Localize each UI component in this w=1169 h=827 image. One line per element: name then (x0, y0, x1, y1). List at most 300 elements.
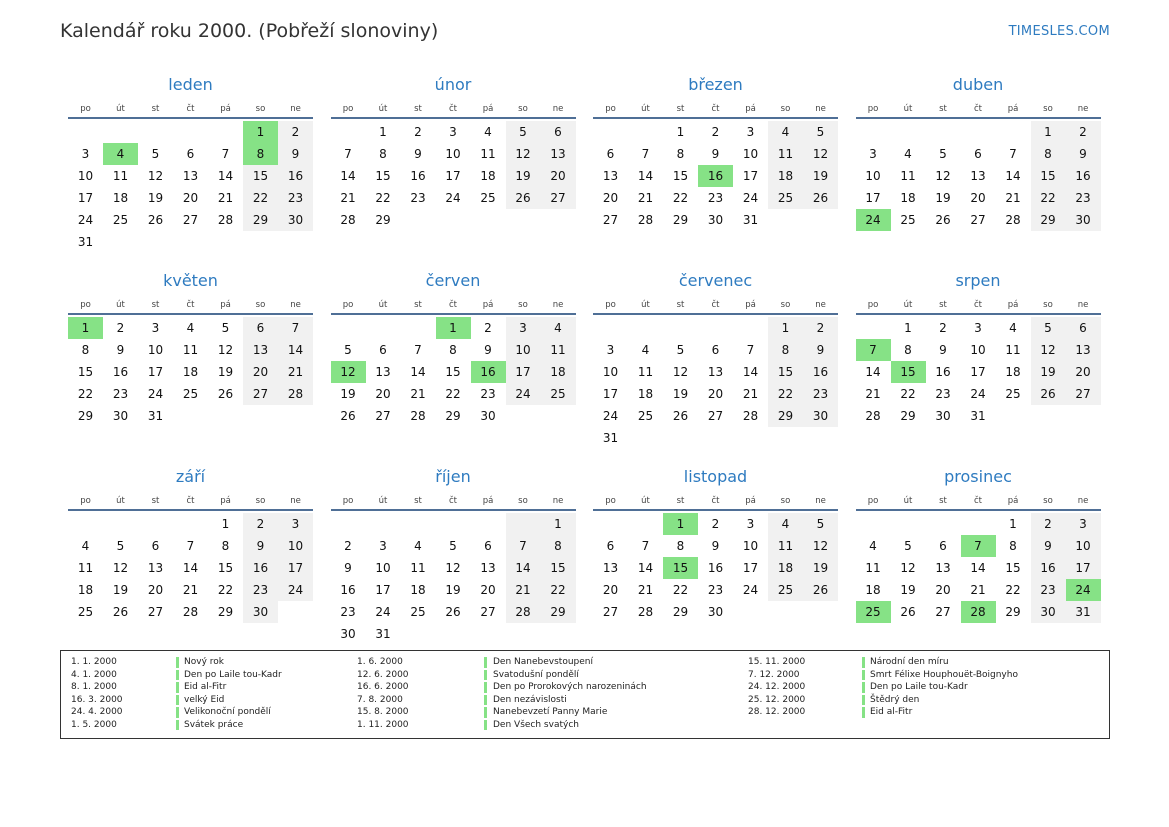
legend-holiday-name: Štědrý den (870, 694, 920, 705)
legend-holiday-name: Den Nanebevstoupení (493, 657, 593, 667)
day-cell: 13 (602, 169, 619, 183)
holiday-color-marker (862, 670, 865, 681)
weekday-label: ne (1077, 496, 1089, 506)
legend-date: 28. 12. 2000 (748, 707, 806, 717)
day-cell: 9 (278, 143, 313, 165)
empty-day-cell (401, 623, 436, 645)
day-cell: 15 (77, 365, 94, 379)
day-cell: 3 (869, 147, 877, 161)
day-cell: 5 (1031, 317, 1066, 339)
weekday-label: po (605, 496, 616, 506)
day-cell: 29 (375, 213, 391, 227)
day-cell: 24 (147, 387, 164, 401)
day-cell: 21 (865, 387, 881, 401)
empty-day-cell (891, 513, 926, 535)
day-cell: 13 (375, 365, 391, 379)
legend-date: 7. 12. 2000 (748, 669, 800, 680)
day-cell: 11 (480, 147, 496, 161)
day-cell: 18 (410, 583, 426, 597)
holiday-color-marker (862, 695, 865, 706)
empty-day-cell (506, 513, 541, 535)
day-cell: 6 (186, 147, 195, 161)
day-cell: 6 (379, 343, 387, 357)
weekday-label: po (867, 496, 879, 506)
day-cell: 4 (904, 147, 912, 161)
weekday-label: ne (815, 300, 826, 310)
day-cell: 3 (606, 343, 615, 357)
day-cell: 27 (707, 409, 724, 423)
day-cell: 3 (506, 317, 541, 339)
empty-day-cell (138, 513, 173, 535)
day-cell: 20 (243, 361, 278, 383)
weekday-label: pá (1007, 300, 1019, 310)
empty-day-cell (856, 513, 891, 535)
day-cell: 10 (602, 365, 619, 379)
day-cell: 24 (742, 583, 759, 597)
day-cell: 4 (541, 317, 576, 339)
weekday-label: po (867, 104, 879, 114)
day-cell: 2 (278, 121, 313, 143)
empty-day-cell (803, 209, 838, 231)
empty-day-cell (891, 121, 926, 143)
day-cell: 15 (541, 557, 576, 579)
weekday-label: so (780, 104, 791, 114)
weekday-label: ne (552, 496, 564, 506)
day-cell: 30 (340, 627, 356, 641)
day-cell: 1 (904, 321, 912, 335)
empty-day-cell (68, 121, 103, 143)
day-cell: 21 (506, 579, 541, 601)
weekday-header (856, 492, 1101, 511)
empty-day-cell (278, 405, 313, 427)
holiday-color-marker (176, 682, 179, 693)
empty-day-cell (593, 121, 628, 143)
day-cell: 1 (221, 517, 230, 531)
day-cell: 22 (77, 387, 94, 401)
day-cell: 26 (803, 579, 838, 601)
day-cell: 26 (803, 187, 838, 209)
weekday-label: po (80, 104, 91, 114)
day-cell: 28 (217, 213, 234, 227)
day-cell: 2 (803, 317, 838, 339)
weekday-label: pá (1007, 104, 1019, 114)
day-cell: 13 (243, 339, 278, 361)
day-cell: 7 (278, 317, 313, 339)
day-cell: 9 (243, 535, 278, 557)
day-cell: 22 (445, 387, 461, 401)
legend-row (748, 656, 1128, 669)
day-cell: 17 (1066, 557, 1101, 579)
weekday-label: út (903, 104, 913, 114)
day-cell: 22 (672, 191, 689, 205)
day-cell: 19 (900, 583, 916, 597)
day-cell: 23 (1031, 579, 1066, 601)
empty-day-cell (961, 121, 996, 143)
weekday-label: so (518, 496, 528, 506)
day-cell: 24 (77, 213, 94, 227)
day-cell: 11 (182, 343, 199, 357)
legend-date: 1. 1. 2000 (71, 657, 117, 667)
day-cell: 19 (803, 557, 838, 579)
day-cell: 28 (637, 605, 654, 619)
day-cell: 15 (768, 361, 803, 383)
weekday-label: so (255, 104, 266, 114)
legend-holiday-name: Národní den míru (870, 657, 949, 667)
day-cell: 24 (970, 387, 986, 401)
weekday-label: so (255, 496, 266, 506)
day-cell: 18 (865, 583, 881, 597)
weekday-label: po (80, 496, 91, 506)
weekday-label: ne (552, 104, 564, 114)
weekday-label: út (641, 300, 650, 310)
day-cell: 1 (541, 513, 576, 535)
day-cell: 4 (641, 343, 650, 357)
day-cell: 3 (746, 517, 755, 531)
day-cell: 5 (344, 343, 352, 357)
weekday-label: st (676, 104, 685, 114)
empty-day-cell (68, 513, 103, 535)
day-cell: 6 (939, 539, 947, 553)
weekday-label: po (342, 496, 354, 506)
day-cell: 25 (480, 191, 496, 205)
day-cell: 11 (77, 561, 94, 575)
day-cell: 10 (742, 147, 759, 161)
day-cell: 29 (1005, 605, 1021, 619)
day-cell: 8 (676, 147, 685, 161)
day-cell: 3 (379, 539, 387, 553)
legend-holiday-name: Svátek práce (184, 719, 244, 730)
day-cell: 29 (445, 409, 461, 423)
month-1 (331, 74, 576, 268)
day-cell: 6 (151, 539, 160, 553)
day-cell: 25 (182, 387, 199, 401)
day-cell: 18 (182, 365, 199, 379)
day-cell: 27 (970, 213, 986, 227)
empty-day-cell (996, 121, 1031, 143)
day-cell: 8 (768, 339, 803, 361)
weekday-header (331, 296, 576, 315)
day-cell: 4 (869, 539, 877, 553)
weekday-label: út (116, 300, 125, 310)
day-cell: 21 (1005, 191, 1021, 205)
weekday-label: po (867, 300, 879, 310)
day-cell: 23 (1066, 187, 1101, 209)
empty-day-cell (471, 209, 506, 231)
day-cell: 29 (243, 209, 278, 231)
weekday-label: st (939, 496, 947, 506)
day-cell: 22 (1005, 583, 1021, 597)
empty-day-cell (733, 601, 768, 623)
day-cell: 14 (1005, 169, 1021, 183)
weekday-label: so (780, 300, 791, 310)
weekday-label: čt (448, 104, 457, 114)
day-cell: 13 (935, 561, 951, 575)
weekday-label: čt (186, 300, 195, 310)
empty-day-cell (506, 209, 541, 231)
day-cell: 5 (939, 147, 947, 161)
day-cell: 18 (480, 169, 496, 183)
empty-day-cell (103, 513, 138, 535)
day-cell: 2 (414, 125, 422, 139)
day-cell: 13 (1066, 339, 1101, 361)
day-cell: 5 (803, 513, 838, 535)
weekday-label: út (903, 300, 913, 310)
month-name: leden (168, 75, 213, 94)
empty-day-cell (541, 405, 576, 427)
empty-day-cell (856, 317, 891, 339)
day-cell: 29 (541, 601, 576, 623)
day-cell: 16 (278, 165, 313, 187)
holiday-color-marker (484, 657, 487, 668)
month-8 (68, 466, 313, 660)
day-cell: 4 (768, 513, 803, 535)
day-cell: 15 (1005, 561, 1021, 575)
weekday-label: pá (482, 104, 494, 114)
day-cell: 31 (602, 431, 619, 445)
holiday-day-cell: 1 (243, 121, 278, 143)
empty-day-cell (926, 513, 961, 535)
day-cell: 12 (217, 343, 234, 357)
day-cell: 30 (707, 605, 724, 619)
day-cell: 17 (375, 583, 391, 597)
empty-day-cell (401, 317, 436, 339)
weekday-label: pá (220, 496, 231, 506)
day-cell: 17 (445, 169, 461, 183)
day-cell: 5 (449, 539, 457, 553)
day-cell: 17 (147, 365, 164, 379)
day-cell: 31 (1066, 601, 1101, 623)
legend-holiday-name: Nanebevzetí Panny Marie (493, 707, 608, 717)
day-cell: 26 (112, 605, 129, 619)
legend-row (357, 719, 737, 732)
day-cell: 7 (414, 343, 422, 357)
day-cell: 8 (379, 147, 387, 161)
weekday-label: ne (1077, 104, 1089, 114)
day-cell: 25 (77, 605, 94, 619)
day-cell: 4 (484, 125, 492, 139)
day-cell: 20 (375, 387, 391, 401)
month-5 (331, 270, 576, 464)
day-cell: 15 (243, 165, 278, 187)
weekday-label: út (641, 496, 650, 506)
day-cell: 3 (746, 125, 755, 139)
day-cell: 6 (606, 147, 615, 161)
day-cell: 10 (445, 147, 461, 161)
holiday-color-marker (176, 695, 179, 706)
day-cell: 4 (1009, 321, 1017, 335)
day-cell: 2 (484, 321, 492, 335)
weekday-label: čt (186, 104, 195, 114)
day-cell: 3 (1066, 513, 1101, 535)
legend-date: 12. 6. 2000 (357, 669, 409, 680)
legend-row (357, 681, 737, 694)
day-grid (331, 121, 576, 231)
day-cell: 29 (672, 605, 689, 619)
month-4 (68, 270, 313, 464)
day-cell: 5 (803, 121, 838, 143)
day-cell: 25 (410, 605, 426, 619)
day-cell: 20 (707, 387, 724, 401)
holiday-color-marker (862, 682, 865, 693)
day-cell: 6 (974, 147, 982, 161)
holiday-day-cell: 15 (891, 361, 926, 383)
empty-day-cell (138, 121, 173, 143)
month-2 (593, 74, 838, 268)
day-cell: 17 (77, 191, 94, 205)
empty-day-cell (926, 121, 961, 143)
legend-holiday-name: Den Všech svatých (493, 719, 579, 730)
day-cell: 10 (278, 535, 313, 557)
day-cell: 6 (243, 317, 278, 339)
weekday-label: po (342, 300, 354, 310)
day-cell: 22 (672, 583, 689, 597)
weekday-label: st (939, 104, 947, 114)
legend-row (748, 694, 1128, 707)
weekday-label: út (378, 300, 388, 310)
day-cell: 29 (1031, 209, 1066, 231)
day-cell: 8 (541, 535, 576, 557)
holiday-color-marker (484, 682, 487, 693)
legend-row (357, 656, 737, 669)
day-grid (331, 317, 576, 427)
day-grid (593, 121, 838, 231)
holiday-legend (60, 650, 1110, 739)
weekday-header (68, 492, 313, 511)
day-cell: 5 (904, 539, 912, 553)
day-cell: 6 (711, 343, 720, 357)
legend-date: 7. 8. 2000 (357, 694, 403, 705)
holiday-day-cell: 16 (698, 165, 733, 187)
day-cell: 17 (506, 361, 541, 383)
day-cell: 15 (445, 365, 461, 379)
month-name: listopad (683, 467, 748, 486)
legend-holiday-name: Smrt Félixe Houphouët-Boignyho (870, 669, 1018, 680)
day-cell: 27 (541, 187, 576, 209)
day-cell: 10 (147, 343, 164, 357)
legend-date: 25. 12. 2000 (748, 694, 806, 705)
day-cell: 6 (541, 121, 576, 143)
day-cell: 16 (112, 365, 129, 379)
day-cell: 24 (602, 409, 619, 423)
weekday-label: út (378, 496, 388, 506)
weekday-label: čt (711, 104, 720, 114)
day-cell: 17 (865, 191, 881, 205)
day-cell: 30 (1066, 209, 1101, 231)
holiday-day-cell: 1 (68, 317, 103, 339)
weekday-label: čt (973, 496, 982, 506)
empty-day-cell (541, 209, 576, 231)
day-grid (593, 317, 838, 449)
day-cell: 6 (1066, 317, 1101, 339)
day-cell: 26 (340, 409, 356, 423)
day-cell: 23 (707, 191, 724, 205)
day-cell: 17 (602, 387, 619, 401)
empty-day-cell (103, 121, 138, 143)
empty-day-cell (856, 121, 891, 143)
day-cell: 26 (217, 387, 234, 401)
day-cell: 27 (375, 409, 391, 423)
day-cell: 23 (410, 191, 426, 205)
month-grid (68, 74, 1102, 644)
month-name: květen (163, 271, 218, 290)
day-cell: 9 (1031, 535, 1066, 557)
day-cell: 14 (742, 365, 759, 379)
day-cell: 14 (217, 169, 234, 183)
weekday-label: so (518, 300, 528, 310)
month-name: srpen (955, 271, 1001, 290)
holiday-color-marker (176, 657, 179, 668)
empty-day-cell (173, 121, 208, 143)
weekday-label: so (780, 496, 791, 506)
day-cell: 12 (506, 143, 541, 165)
day-cell: 27 (935, 605, 951, 619)
day-cell: 21 (182, 583, 199, 597)
day-cell: 28 (742, 409, 759, 423)
holiday-color-marker (484, 720, 487, 731)
month-name: prosinec (944, 467, 1012, 486)
weekday-label: út (641, 104, 650, 114)
month-name: září (175, 467, 206, 486)
weekday-label: ne (1077, 300, 1089, 310)
empty-day-cell (243, 231, 278, 253)
day-cell: 10 (375, 561, 391, 575)
day-cell: 11 (541, 339, 576, 361)
day-cell: 21 (340, 191, 356, 205)
empty-day-cell (243, 405, 278, 427)
day-cell: 29 (77, 409, 94, 423)
day-cell: 20 (541, 165, 576, 187)
day-cell: 4 (768, 121, 803, 143)
day-cell: 17 (742, 561, 759, 575)
empty-day-cell (366, 513, 401, 535)
day-cell: 12 (900, 561, 916, 575)
day-cell: 30 (1031, 601, 1066, 623)
empty-day-cell (278, 601, 313, 623)
day-cell: 8 (904, 343, 912, 357)
day-cell: 14 (340, 169, 356, 183)
empty-day-cell (961, 513, 996, 535)
day-cell: 2 (1031, 513, 1066, 535)
weekday-label: pá (745, 104, 756, 114)
empty-day-cell (541, 623, 576, 645)
empty-day-cell (173, 513, 208, 535)
legend-row (357, 669, 737, 682)
holiday-day-cell: 7 (856, 339, 891, 361)
month-name: únor (434, 75, 472, 94)
site-link[interactable]: TIMESLES.COM (1008, 24, 1110, 39)
day-cell: 27 (602, 605, 619, 619)
day-cell: 3 (449, 125, 457, 139)
day-cell: 13 (182, 169, 199, 183)
weekday-label: ne (552, 300, 564, 310)
holiday-day-cell: 16 (471, 361, 506, 383)
day-cell: 14 (182, 561, 199, 575)
weekday-label: pá (745, 300, 756, 310)
empty-day-cell (173, 231, 208, 253)
empty-day-cell (506, 623, 541, 645)
day-grid (331, 513, 576, 645)
day-cell: 9 (484, 343, 492, 357)
day-cell: 26 (1031, 383, 1066, 405)
legend-column-2 (748, 656, 1128, 719)
empty-day-cell (103, 231, 138, 253)
weekday-label: st (151, 300, 160, 310)
day-cell: 9 (1066, 143, 1101, 165)
day-cell: 7 (641, 539, 650, 553)
day-cell: 29 (672, 213, 689, 227)
day-cell: 12 (935, 169, 951, 183)
weekday-label: st (676, 300, 685, 310)
